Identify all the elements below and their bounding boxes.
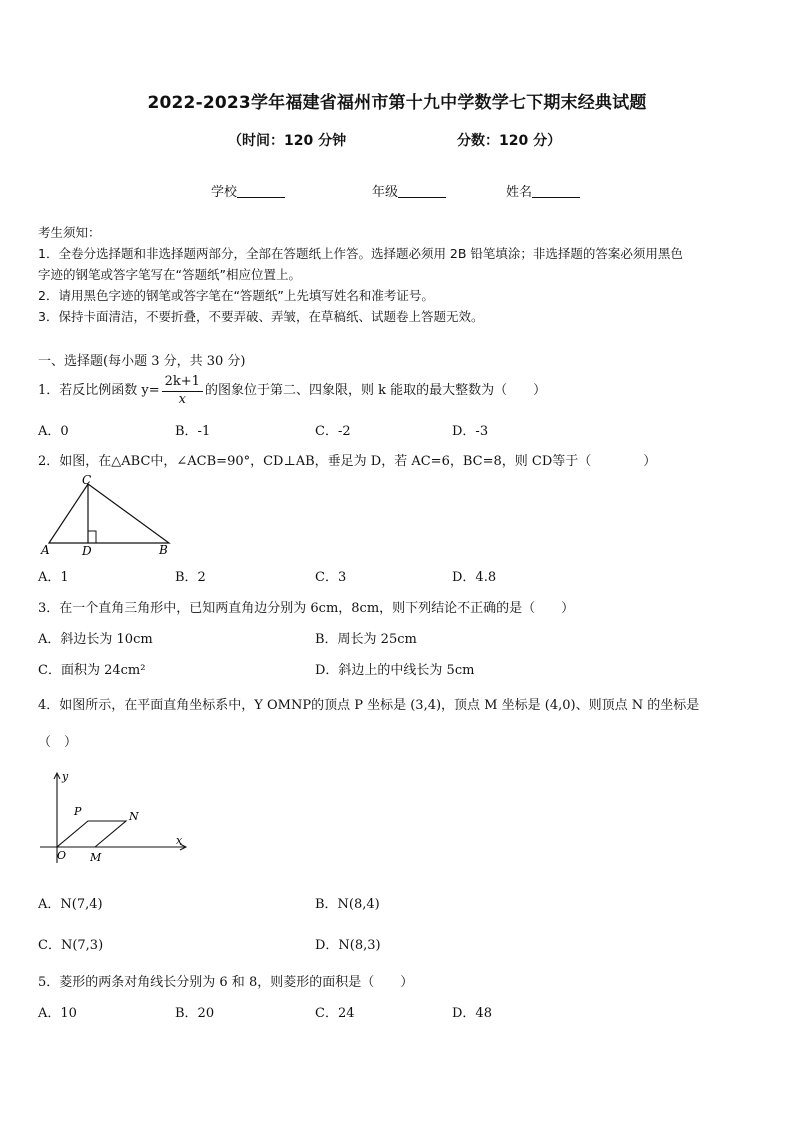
name-field <box>506 181 580 200</box>
notice-item-2: 2．请用黑色字迹的钢笔或答字笔在“答题纸”上先填写姓名和准考证号。 <box>38 288 434 303</box>
q4-answer-paren: （ ） <box>38 735 78 750</box>
label-d: D <box>82 544 92 558</box>
grade-label: 年级 <box>372 185 399 200</box>
q4-option-c: C．N(7,3) <box>38 938 104 953</box>
q5-option-d: D．48 <box>452 1006 492 1021</box>
q2-triangle-figure <box>38 473 188 561</box>
q2-option-d: D．4.8 <box>452 570 497 585</box>
name-blank <box>532 185 580 198</box>
q2-option-c: C．3 <box>315 570 347 585</box>
label-a: A <box>41 543 50 557</box>
q1-option-d: D．-3 <box>452 424 489 439</box>
triangle-abc <box>49 484 169 543</box>
q5-option-b: B．20 <box>175 1006 215 1021</box>
q3-option-b: B．周长为 25cm <box>315 632 417 647</box>
q1-prefix: 1．若反比例函数 y= <box>38 383 160 398</box>
q1-denominator: x <box>178 392 186 407</box>
question-2: 2．如图，在△ABC中，∠ACB=90°，CD⊥AB，垂足为 D，若 AC=6，BC=8，则 CD等于（ ） <box>38 454 657 469</box>
label-x: x <box>176 834 183 847</box>
notice-item-3: 3．保持卡面清洁，不要折叠，不要弄破、弄皱，在草稿纸、试题卷上答题无效。 <box>38 309 484 324</box>
label-y: y <box>62 770 69 783</box>
section-heading: 一、选择题(每小题 3 分，共 30 分) <box>38 354 246 369</box>
q4-coordinate-figure <box>38 768 188 866</box>
label-c: C <box>82 473 92 487</box>
label-o: O <box>57 849 67 862</box>
school-blank <box>237 185 285 198</box>
q5-option-a: A．10 <box>38 1006 77 1021</box>
page-title: 2022-2023学年福建省福州市第十九中学数学七下期末经典试题 <box>147 93 647 113</box>
school-label: 学校 <box>211 185 238 200</box>
q2-option-b: B．2 <box>175 570 206 585</box>
q1-option-c: C．-2 <box>315 424 351 439</box>
q1-fraction <box>162 373 203 408</box>
grade-field <box>372 181 446 200</box>
score-label: 分数：120 分） <box>457 133 562 149</box>
question-3: 3．在一个直角三角形中，已知两直角边分别为 6cm，8cm，则下列结论不正确的是（ ） <box>38 601 575 616</box>
notice-heading: 考生须知： <box>38 225 101 240</box>
right-angle-mark <box>88 531 96 543</box>
q3-option-d: D．斜边上的中线长为 5cm <box>315 663 475 678</box>
label-n: N <box>129 810 139 823</box>
q3-option-c: C．面积为 24cm² <box>38 663 146 678</box>
q2-option-a: A．1 <box>38 570 69 585</box>
q4-option-d: D．N(8,3) <box>315 938 381 953</box>
grade-blank <box>398 185 446 198</box>
q4-option-b: B．N(8,4) <box>315 897 380 912</box>
notice-item-1: 1．全卷分选择题和非选择题两部分，全部在答题纸上作答。选择题必须用 2B 铅笔填涂；非选择题的答案必须用黑色 <box>38 246 683 261</box>
q1-numerator: 2k+1 <box>162 373 203 392</box>
label-p: P <box>74 805 82 818</box>
question-4: 4．如图所示，在平面直角坐标系中，Y OMNP的顶点 P 坐标是 (3,4)，顶点 M 坐标是 (4,0)、则顶点 N 的坐标是 <box>38 698 700 713</box>
time-label: （时间：120 分钟 <box>228 133 347 149</box>
label-b: B <box>159 543 168 557</box>
name-label: 姓名 <box>506 185 533 200</box>
label-m: M <box>90 851 102 864</box>
school-field <box>211 181 285 200</box>
q4-option-a: A．N(7,4) <box>38 897 103 912</box>
q1-suffix: 的图象位于第二、四象限，则 k 能取的最大整数为（ ） <box>204 383 547 398</box>
q3-option-a: A．斜边长为 10cm <box>38 632 153 647</box>
q1-option-a: A．0 <box>38 424 69 439</box>
parallelogram-omnp <box>57 821 126 847</box>
question-5: 5．菱形的两条对角线长分别为 6 和 8，则菱形的面积是（ ） <box>38 975 414 990</box>
question-1 <box>38 372 546 410</box>
q5-option-c: C．24 <box>315 1006 355 1021</box>
q1-option-b: B．-1 <box>175 424 211 439</box>
notice-item-1-cont: 字迹的钢笔或答字笔写在“答题纸”相应位置上。 <box>38 267 301 282</box>
